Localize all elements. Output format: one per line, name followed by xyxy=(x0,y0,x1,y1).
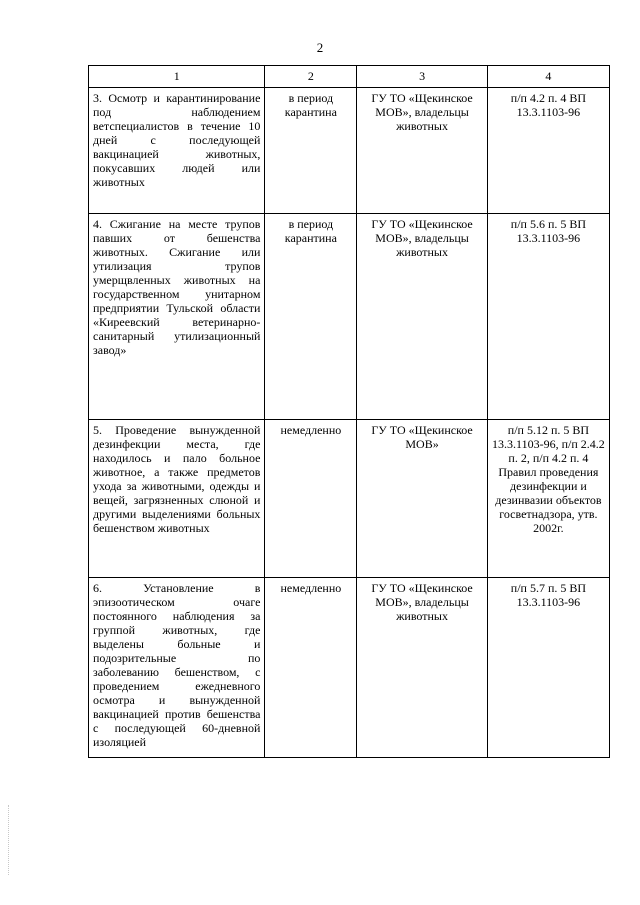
timing-cell: в период карантина xyxy=(265,88,357,214)
reference-cell: п/п 4.2 п. 4 ВП 13.3.1103-96 xyxy=(487,88,609,214)
column-header-4: 4 xyxy=(487,66,609,88)
table-header-row xyxy=(89,66,610,88)
measure-cell: 6. Установление в эпизоотическом очаге постоянного наблюдения за группой животных, где выделены больные и подозрительные по заболеванию бешенством, с проведением ежедневного осмотра и вынужденной вакцинацией против бешенства с последующей 60-дневной изоляцией xyxy=(89,578,265,758)
measures-table xyxy=(88,65,610,758)
column-header-3: 3 xyxy=(357,66,488,88)
responsible-cell: ГУ ТО «Щекинское МОВ», владельцы животных xyxy=(357,578,488,758)
table-row xyxy=(89,578,610,758)
scan-speck xyxy=(8,805,11,875)
timing-cell: в период карантина xyxy=(265,214,357,420)
column-header-2: 2 xyxy=(265,66,357,88)
page-number: 2 xyxy=(316,40,324,55)
timing-cell: немедленно xyxy=(265,578,357,758)
table-row xyxy=(89,88,610,214)
reference-cell: п/п 5.12 п. 5 ВП 13.3.1103-96, п/п 2.4.2 п. 2, п/п 4.2 п. 4 Правил проведения дезинфекции и дезинвазии объектов госветнадзора, утв. 2002г. xyxy=(487,420,609,578)
responsible-cell: ГУ ТО «Щекинское МОВ» xyxy=(357,420,488,578)
measure-cell: 3. Осмотр и карантинирование под наблюдением ветспециалистов в течение 10 дней с последующей вакцинацией животных, покусавших людей или животных xyxy=(89,88,265,214)
reference-cell: п/п 5.6 п. 5 ВП 13.3.1103-96 xyxy=(487,214,609,420)
timing-cell: немедленно xyxy=(265,420,357,578)
table-row xyxy=(89,420,610,578)
measure-cell: 5. Проведение вынужденной дезинфекции места, где находилось и пало больное животное, а также предметов ухода за животными, одежды и вещей, загрязненных слюной и другими выделениями больных бешенством животных xyxy=(89,420,265,578)
reference-cell: п/п 5.7 п. 5 ВП 13.3.1103-96 xyxy=(487,578,609,758)
responsible-cell: ГУ ТО «Щекинское МОВ», владельцы животных xyxy=(357,214,488,420)
measure-cell: 4. Сжигание на месте трупов павших от бешенства животных. Сжигание или утилизация трупов умерщвленных животных на государственном унитарном предприятии Тульской области «Киреевский ветеринарно-санитарный утилизационный завод» xyxy=(89,214,265,420)
column-header-1: 1 xyxy=(89,66,265,88)
responsible-cell: ГУ ТО «Щекинское МОВ», владельцы животных xyxy=(357,88,488,214)
table-row xyxy=(89,214,610,420)
